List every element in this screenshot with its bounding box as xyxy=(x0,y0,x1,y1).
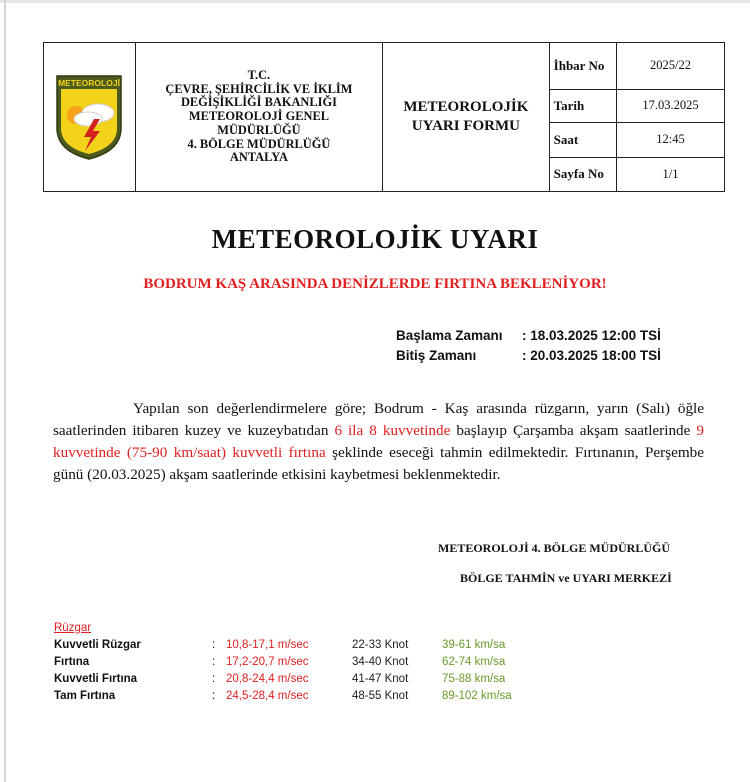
wind-colon: : xyxy=(212,672,216,685)
wind-knot: 48-55 Knot xyxy=(352,689,409,702)
warning-subtitle: BODRUM KAŞ ARASINDA DENİZLERDE FIRTINA BEKLENİYOR! xyxy=(143,276,607,292)
wind-ms: 17,2-20,7 m/sec xyxy=(226,655,309,668)
table-row xyxy=(54,687,552,704)
wind-colon: : xyxy=(212,655,216,668)
wind-name: Fırtına xyxy=(54,655,90,668)
field-label-saat: Saat xyxy=(549,122,616,157)
wind-ms: 20,8-24,4 m/sec xyxy=(226,672,309,685)
body-highlight: 9 kuvvetinde (75-90 km/saat) kuvvetli fırtına xyxy=(53,422,704,461)
field-value-saat: 12:45 xyxy=(617,122,725,157)
wind-colon: : xyxy=(212,689,216,702)
wind-kms: 75-88 km/sa xyxy=(442,672,506,685)
body-text: şeklinde eseceği tahmin edilmektedir. Fırtınanın, Perşembe günü (20.03.2025) akşam saatlerinde etkisini kaybetmesi beklenmektedir. xyxy=(53,444,704,483)
wind-knot: 34-40 Knot xyxy=(352,655,409,668)
ministry-line: DEĞİŞİKLİĞİ BAKANLIĞI xyxy=(180,95,337,110)
form-title-cell xyxy=(383,43,550,192)
start-time-row xyxy=(396,326,661,346)
wind-name: Kuvvetli Fırtına xyxy=(54,672,138,685)
field-label-sayfa: Sayfa No xyxy=(549,157,616,191)
ministry-line: T.C. xyxy=(247,67,271,82)
wind-scale-table xyxy=(54,622,552,704)
header-table xyxy=(43,42,725,192)
body-highlight: 6 ila 8 kuvvetinde xyxy=(334,422,451,439)
signature-office: METEOROLOJİ 4. BÖLGE MÜDÜRLÜĞÜ xyxy=(438,541,671,555)
warning-times xyxy=(396,326,661,366)
wind-ms: 10,8-17,1 m/sec xyxy=(226,638,309,651)
signature-center: BÖLGE TAHMİN ve UYARI MERKEZİ xyxy=(460,571,672,585)
wind-name: Tam Fırtına xyxy=(54,689,116,702)
form-title-line: UYARI FORMU xyxy=(411,118,520,134)
svg-text:METEOROLOJİ: METEOROLOJİ xyxy=(58,78,121,88)
page-title: METEOROLOJİK UYARI xyxy=(211,224,539,254)
page-top-edge xyxy=(0,0,750,3)
field-value-tarih: 17.03.2025 xyxy=(617,89,725,122)
end-time-row xyxy=(396,346,661,366)
form-title-line: METEOROLOJİK xyxy=(403,99,529,115)
logo-cell xyxy=(44,43,136,192)
wind-kms: 62-74 km/sa xyxy=(442,655,506,668)
warning-body xyxy=(53,398,704,486)
field-value-sayfa: 1/1 xyxy=(617,157,725,191)
wind-ms: 24,5-28,4 m/sec xyxy=(226,689,309,702)
table-row xyxy=(54,653,552,670)
table-row xyxy=(54,636,552,653)
wind-knot: 22-33 Knot xyxy=(352,638,409,651)
ministry-cell xyxy=(135,43,382,192)
ministry-line: MÜDÜRLÜĞÜ xyxy=(217,122,301,137)
ministry-line: 4. BÖLGE MÜDÜRLÜĞÜ xyxy=(187,136,331,151)
start-time-label: Başlama Zamanı xyxy=(396,328,503,343)
ministry-line: ÇEVRE, ŞEHİRCİLİK VE İKLİM xyxy=(165,81,353,96)
wind-name: Kuvvetli Rüzgar xyxy=(54,638,141,651)
end-time-value: : 20.03.2025 18:00 TSİ xyxy=(522,348,661,363)
wind-kms: 89-102 km/sa xyxy=(442,689,512,702)
page-left-edge xyxy=(4,0,6,782)
body-text: başlayıp Çarşamba akşam saatlerinde xyxy=(450,422,697,439)
table-row xyxy=(54,670,552,687)
wind-knot: 41-47 Knot xyxy=(352,672,409,685)
meteoroloji-logo xyxy=(54,73,124,161)
wind-colon: : xyxy=(212,638,216,651)
wind-scale-heading: Rüzgar xyxy=(54,622,92,634)
start-time-value: : 18.03.2025 12:00 TSİ xyxy=(522,328,661,343)
ministry-line: METEOROLOJİ GENEL xyxy=(188,109,329,124)
logo-shield-icon xyxy=(54,73,124,161)
field-label-ihbar: İhbar No xyxy=(549,43,616,90)
field-label-tarih: Tarih xyxy=(549,89,616,122)
ministry-line: ANTALYA xyxy=(229,150,288,165)
field-value-ihbar: 2025/22 xyxy=(617,43,725,90)
wind-kms: 39-61 km/sa xyxy=(442,638,506,651)
body-text: Yapılan son değerlendirmelere göre; Bodrum - Kaş arasında rüzgarın, yarın (Salı) öğle saatlerinden itibaren kuzey ve kuzeybatıdan xyxy=(53,400,704,439)
end-time-label: Bitiş Zamanı xyxy=(396,348,477,363)
